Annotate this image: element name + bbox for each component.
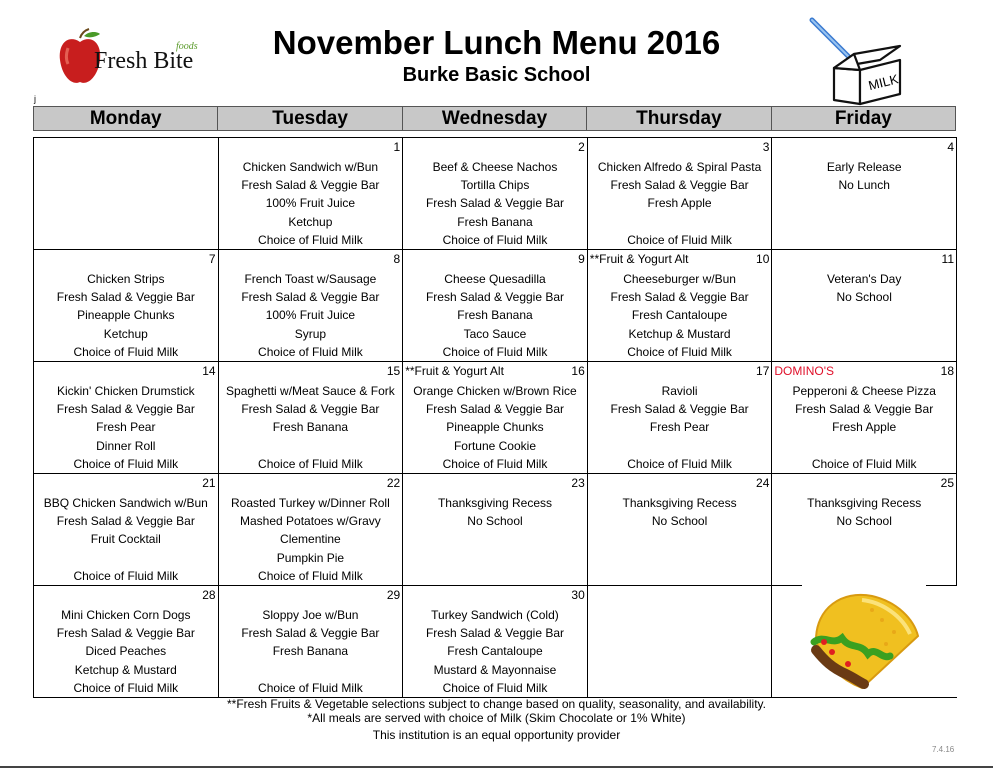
milk-carton-icon — [808, 16, 908, 106]
menu-item: Fresh Apple — [647, 196, 712, 211]
menu-item — [588, 642, 772, 660]
menu-item: Thanksgiving Recess — [622, 496, 737, 510]
menu-item: Syrup — [294, 326, 327, 341]
day-cell — [403, 250, 588, 362]
menu-items — [219, 158, 403, 249]
day-cell — [403, 474, 588, 586]
page-title: November Lunch Menu 2016 — [272, 24, 721, 61]
menu-item — [588, 567, 772, 585]
menu-item: Thanksgiving Recess — [437, 496, 553, 510]
menu-item — [588, 530, 772, 548]
date-number: 22 — [386, 476, 401, 490]
menu-items — [219, 382, 403, 473]
menu-items — [219, 494, 403, 585]
menu-items — [772, 382, 956, 473]
menu-item — [34, 549, 218, 567]
menu-item: Fresh Banana — [457, 214, 533, 229]
date-number: 25 — [940, 476, 954, 490]
menu-item: Fresh Cantaloupe — [631, 308, 728, 323]
menu-item: Fruit Cocktail — [90, 532, 161, 547]
menu-item: Diced Peaches — [85, 644, 167, 659]
menu-item: Veteran's Day — [827, 272, 902, 286]
menu-item: BBQ Chicken Sandwich w/Bun — [43, 496, 208, 510]
menu-items — [34, 494, 218, 585]
menu-item: No School — [467, 514, 523, 529]
logo-wordmark: Fresh Bite — [94, 48, 194, 74]
menu-item: Fresh Salad & Veggie Bar — [241, 178, 380, 193]
footer-note-milk: *All meals are served with choice of Milk (Skim Chocolate or 1% White) — [307, 711, 686, 725]
menu-item: Choice of Fluid Milk — [258, 344, 363, 359]
page-subtitle: Burke Basic School — [402, 64, 591, 86]
menu-items — [772, 270, 956, 361]
menu-item: Ketchup — [103, 326, 148, 341]
menu-item: Turkey Sandwich (Cold) — [431, 608, 559, 622]
week-row — [34, 474, 957, 586]
menu-item: Choice of Fluid Milk — [73, 568, 179, 583]
date-number: 14 — [202, 364, 216, 378]
day-cell — [34, 474, 219, 586]
menu-items — [772, 158, 956, 249]
menu-item — [772, 343, 956, 361]
menu-item: Dinner Roll — [96, 438, 156, 453]
menu-item — [34, 158, 218, 176]
menu-item: Choice of Fluid Milk — [627, 344, 732, 359]
day-cell — [403, 138, 588, 250]
date-number: 21 — [202, 476, 216, 490]
menu-item: Fortune Cookie — [453, 438, 536, 453]
menu-item: Fresh Salad & Veggie Bar — [425, 402, 565, 417]
menu-item: Kickin' Chicken Drumstick — [56, 384, 195, 398]
menu-item: Choice of Fluid Milk — [258, 456, 363, 471]
menu-item: Pepperoni & Cheese Pizza — [792, 384, 936, 398]
logo-foods-text: foods — [176, 41, 198, 52]
menu-item: Fresh Cantaloupe — [447, 644, 543, 659]
menu-item: Chicken Alfredo & Spiral Pasta — [597, 160, 762, 174]
menu-item: Fresh Pear — [649, 420, 710, 435]
date-number: 24 — [756, 476, 770, 490]
menu-item: No School — [651, 514, 708, 529]
day-cell — [587, 586, 772, 698]
menu-item: Early Release — [826, 160, 902, 174]
milk-label: MILK — [866, 71, 900, 94]
menu-item: Fresh Salad & Veggie Bar — [610, 402, 749, 417]
menu-item: Fresh Salad & Veggie Bar — [610, 178, 749, 193]
date-number: 28 — [202, 588, 216, 602]
menu-item — [772, 530, 956, 548]
menu-items — [219, 606, 403, 697]
menu-item — [588, 661, 772, 679]
stray-mark: j — [34, 94, 36, 104]
version-stamp: 7.4.16 — [932, 745, 955, 754]
day-cell — [587, 362, 772, 474]
menu-item — [34, 231, 218, 249]
date-number: 7 — [208, 252, 216, 266]
taco-icon — [802, 580, 926, 692]
menu-item: 100% Fruit Juice — [265, 196, 356, 211]
menu-item: Fresh Apple — [832, 420, 897, 435]
menu-item: Mashed Potatoes w/Gravy — [240, 514, 381, 529]
menu-item: Choice of Fluid Milk — [442, 680, 548, 695]
day-header: Friday — [771, 107, 955, 130]
date-number: 10 — [756, 252, 770, 266]
menu-item: Fresh Banana — [272, 420, 349, 435]
menu-item: Mini Chicken Corn Dogs — [61, 608, 191, 622]
menu-item — [403, 530, 587, 548]
menu-items — [219, 270, 403, 361]
date-number: 2 — [578, 140, 585, 154]
menu-items — [588, 606, 772, 697]
menu-item: Fresh Banana — [457, 308, 533, 323]
menu-item: Pineapple Chunks — [446, 420, 544, 435]
menu-item — [34, 213, 218, 231]
menu-item: Pumpkin Pie — [276, 550, 345, 565]
weekday-header — [33, 106, 956, 131]
menu-item: Fresh Salad & Veggie Bar — [241, 290, 380, 305]
day-cell — [218, 474, 403, 586]
day-header: Tuesday — [217, 107, 401, 130]
menu-item: Choice of Fluid Milk — [811, 456, 917, 471]
menu-item — [772, 213, 956, 231]
menu-item — [219, 661, 403, 679]
menu-item: Choice of Fluid Milk — [442, 456, 548, 471]
day-note: DOMINO'S — [774, 364, 834, 378]
menu-items — [588, 494, 772, 585]
menu-item: Fresh Salad & Veggie Bar — [56, 290, 195, 305]
footer-note-produce: **Fresh Fruits & Vegetable selections subject to change based on quality, seasonality, and availability. — [227, 697, 766, 711]
menu-items — [34, 270, 218, 361]
day-cell — [218, 138, 403, 250]
date-number: 16 — [571, 364, 585, 378]
menu-items — [588, 158, 772, 249]
menu-item: Choice of Fluid Milk — [258, 232, 363, 247]
day-cell — [34, 138, 219, 250]
menu-item: Fresh Salad & Veggie Bar — [610, 290, 749, 305]
date-number: 8 — [393, 252, 401, 266]
menu-items — [588, 382, 772, 473]
day-cell — [218, 362, 403, 474]
day-header: Wednesday — [402, 107, 586, 130]
menu-item: Fresh Salad & Veggie Bar — [56, 626, 195, 641]
menu-item — [34, 194, 218, 212]
menu-items — [403, 494, 587, 585]
menu-item: Tortilla Chips — [460, 178, 530, 193]
menu-item: French Toast w/Sausage — [244, 272, 377, 286]
date-number: 30 — [571, 588, 585, 602]
menu-item: Cheeseburger w/Bun — [623, 272, 736, 286]
date-number: 3 — [762, 140, 770, 154]
day-cell — [218, 586, 403, 698]
menu-item — [588, 549, 772, 567]
day-cell — [218, 250, 403, 362]
day-header: Monday — [89, 108, 162, 129]
week-row — [34, 362, 957, 474]
menu-item: Ravioli — [661, 384, 698, 398]
menu-items — [403, 382, 587, 473]
date-number: 1 — [393, 140, 401, 154]
menu-item: Fresh Pear — [96, 420, 156, 435]
menu-item: No Lunch — [838, 178, 890, 193]
day-note: **Fruit & Yogurt Alt — [405, 364, 504, 378]
day-cell — [772, 474, 957, 586]
menu-item — [772, 231, 956, 249]
date-number: 9 — [578, 252, 585, 266]
menu-items — [403, 158, 587, 249]
date-number: 29 — [386, 588, 401, 602]
menu-item: Ketchup & Mustard — [628, 326, 731, 341]
menu-item: No School — [836, 514, 892, 529]
day-header: Thursday — [586, 107, 770, 130]
menu-item: Choice of Fluid Milk — [258, 568, 363, 583]
menu-item: Beef & Cheese Nachos — [432, 160, 558, 174]
week-row — [34, 250, 957, 362]
day-note: **Fruit & Yogurt Alt — [589, 252, 689, 266]
menu-items — [34, 606, 218, 697]
menu-item: No School — [836, 290, 892, 305]
menu-item — [588, 624, 772, 642]
day-cell — [403, 362, 588, 474]
menu-item: Fresh Banana — [272, 644, 349, 659]
menu-item — [588, 437, 772, 455]
date-number: 17 — [756, 364, 770, 378]
menu-item: Choice of Fluid Milk — [442, 232, 548, 247]
day-cell — [772, 250, 957, 362]
day-cell — [34, 586, 219, 698]
menu-item: Roasted Turkey w/Dinner Roll — [231, 496, 390, 510]
menu-item — [588, 213, 772, 231]
day-cell — [587, 250, 772, 362]
menu-item: Fresh Salad & Veggie Bar — [425, 626, 565, 641]
day-cell — [772, 362, 957, 474]
day-cell — [587, 474, 772, 586]
menu-item: Fresh Salad & Veggie Bar — [56, 514, 195, 529]
date-number: 18 — [940, 364, 954, 378]
menu-items — [772, 494, 956, 585]
menu-item: Fresh Salad & Veggie Bar — [241, 626, 380, 641]
menu-item: Ketchup & Mustard — [74, 662, 177, 677]
menu-item: Orange Chicken w/Brown Rice — [413, 384, 577, 398]
menu-items — [34, 158, 218, 249]
menu-item — [219, 437, 403, 455]
day-cell — [772, 138, 957, 250]
menu-item — [772, 437, 956, 455]
menu-item: Choice of Fluid Milk — [73, 680, 179, 695]
bottom-divider — [0, 766, 993, 768]
menu-items — [34, 382, 218, 473]
menu-item: Choice of Fluid Milk — [258, 680, 363, 695]
menu-item: Cheese Quesadilla — [444, 272, 546, 286]
date-number: 23 — [571, 476, 585, 490]
menu-item: Fresh Salad & Veggie Bar — [56, 402, 195, 417]
menu-item: Sloppy Joe w/Bun — [262, 608, 359, 622]
menu-items — [403, 270, 587, 361]
menu-item — [772, 306, 956, 324]
menu-item: Choice of Fluid Milk — [442, 344, 548, 359]
date-number: 15 — [386, 364, 401, 378]
menu-item — [772, 549, 956, 567]
menu-item: Fresh Salad & Veggie Bar — [425, 196, 565, 211]
day-cell — [34, 250, 219, 362]
date-number: 4 — [947, 140, 954, 154]
day-cell — [403, 586, 588, 698]
menu-item: Ketchup — [288, 214, 333, 229]
menu-item — [34, 176, 218, 194]
menu-item: Chicken Strips — [87, 272, 165, 286]
menu-item: Pineapple Chunks — [77, 308, 175, 323]
menu-item: Choice of Fluid Milk — [627, 232, 732, 247]
menu-item: Fresh Salad & Veggie Bar — [795, 402, 934, 417]
menu-item — [403, 567, 587, 585]
menu-item: Choice of Fluid Milk — [73, 344, 179, 359]
menu-item — [588, 606, 772, 624]
menu-item: Spaghetti w/Meat Sauce & Fork — [226, 384, 395, 398]
menu-items — [588, 270, 772, 361]
menu-item: Choice of Fluid Milk — [73, 456, 179, 471]
menu-item: Thanksgiving Recess — [807, 496, 922, 510]
menu-item: Choice of Fluid Milk — [627, 456, 732, 471]
menu-item: Fresh Salad & Veggie Bar — [425, 290, 565, 305]
day-cell — [34, 362, 219, 474]
menu-item: 100% Fruit Juice — [265, 308, 356, 323]
day-cell — [587, 138, 772, 250]
menu-item: Mustard & Mayonnaise — [433, 662, 557, 677]
menu-item — [403, 549, 587, 567]
menu-item: Chicken Sandwich w/Bun — [242, 160, 379, 174]
date-number: 11 — [941, 252, 954, 266]
footer-note-equal-opportunity: This institution is an equal opportunity provider — [372, 728, 621, 742]
menu-item: Clementine — [280, 532, 341, 547]
menu-item — [772, 194, 956, 212]
week-row — [34, 138, 957, 250]
menu-items — [403, 606, 587, 697]
menu-item: Taco Sauce — [463, 326, 527, 341]
menu-item — [772, 325, 956, 343]
menu-item — [588, 679, 772, 697]
menu-item: Fresh Salad & Veggie Bar — [241, 402, 380, 417]
